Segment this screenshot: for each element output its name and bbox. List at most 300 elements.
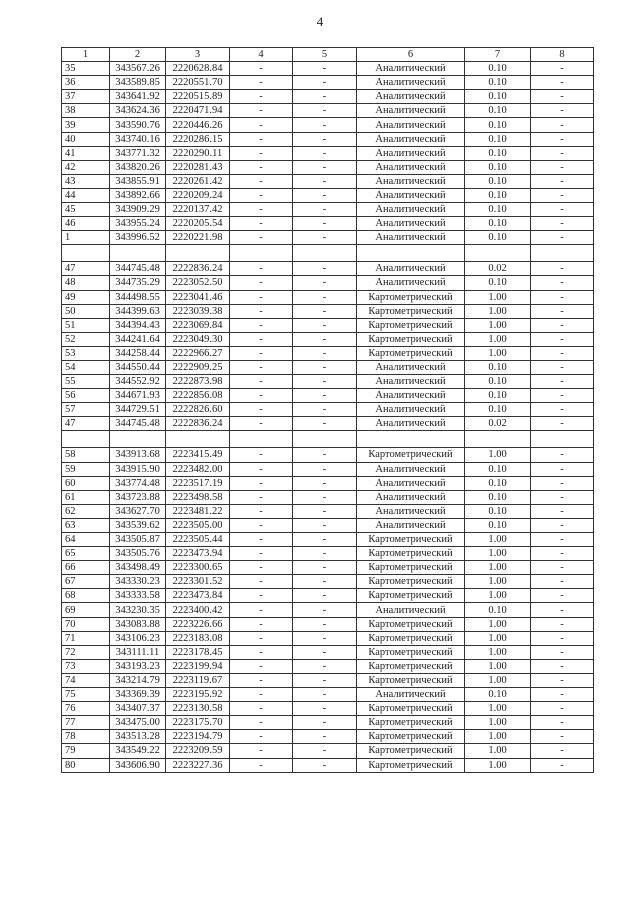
y-coordinate-cell: 2223505.44 [166,533,230,547]
method-cell: Аналитический [357,104,465,118]
column-5-cell: - [293,702,357,716]
x-coordinate-cell: 343475.00 [110,716,166,730]
table-row [62,174,594,188]
column-4-cell: - [230,160,293,174]
column-4-cell: - [230,504,293,518]
column-5-cell: - [293,561,357,575]
column-8-cell: - [531,702,594,716]
x-coordinate-cell: 343106.23 [110,631,166,645]
column-4-cell: - [230,290,293,304]
column-8-cell: - [531,462,594,476]
method-cell: Аналитический [357,276,465,290]
column-8-cell: - [531,688,594,702]
point-number-cell: 42 [62,160,110,174]
column-5-cell: - [293,90,357,104]
table-row [62,476,594,490]
column-8-cell: - [531,645,594,659]
method-cell: Аналитический [357,462,465,476]
column-5-cell: - [293,490,357,504]
column-4-cell: - [230,375,293,389]
x-coordinate-cell: 344735.29 [110,276,166,290]
column-5-cell: - [293,716,357,730]
method-cell: Аналитический [357,76,465,90]
y-coordinate-cell: 2223130.58 [166,702,230,716]
column-5-cell: - [293,673,357,687]
accuracy-cell: 1.00 [465,744,531,758]
method-cell: Аналитический [357,375,465,389]
table-row [62,603,594,617]
accuracy-cell: 0.10 [465,160,531,174]
point-number-cell [62,245,110,262]
column-5-cell: - [293,448,357,462]
y-coordinate-cell: 2223300.65 [166,561,230,575]
column-5-cell: - [293,518,357,532]
y-coordinate-cell: 2223069.84 [166,318,230,332]
column-4-cell: - [230,417,293,431]
x-coordinate-cell: 344258.44 [110,346,166,360]
column-8-cell: - [531,146,594,160]
y-coordinate-cell: 2220281.43 [166,160,230,174]
y-coordinate-cell: 2220290.11 [166,146,230,160]
point-number-cell: 70 [62,617,110,631]
point-number-cell: 47 [62,262,110,276]
table-row [62,375,594,389]
y-coordinate-cell: 2222836.24 [166,417,230,431]
y-coordinate-cell: 2223178.45 [166,645,230,659]
column-8-cell: - [531,389,594,403]
y-coordinate-cell [166,245,230,262]
method-cell: Аналитический [357,403,465,417]
column-5-cell: - [293,276,357,290]
table-row [62,290,594,304]
column-8-cell: - [531,518,594,532]
point-number-cell: 57 [62,403,110,417]
method-cell: Картометрический [357,589,465,603]
table-row [62,673,594,687]
table-row [62,518,594,532]
y-coordinate-cell: 2223052.50 [166,276,230,290]
column-5-cell: - [293,744,357,758]
header-cell-3: 3 [166,48,230,62]
column-5-cell: - [293,645,357,659]
column-5-cell: - [293,146,357,160]
x-coordinate-cell: 343996.52 [110,231,166,245]
point-number-cell: 39 [62,118,110,132]
column-5-cell [293,431,357,448]
table-row [62,332,594,346]
table-row [62,217,594,231]
point-number-cell: 61 [62,490,110,504]
table-row [62,62,594,76]
column-4-cell: - [230,318,293,332]
method-cell: Картометрический [357,617,465,631]
accuracy-cell: 1.00 [465,448,531,462]
column-5-cell: - [293,659,357,673]
point-number-cell: 80 [62,758,110,772]
column-5-cell: - [293,617,357,631]
y-coordinate-cell: 2223199.94 [166,659,230,673]
column-4-cell: - [230,304,293,318]
accuracy-cell: 0.10 [465,188,531,202]
accuracy-cell: 0.10 [465,146,531,160]
column-5-cell: - [293,332,357,346]
accuracy-cell: 0.02 [465,417,531,431]
x-coordinate-cell: 343606.90 [110,758,166,772]
point-number-cell: 55 [62,375,110,389]
table-row [62,346,594,360]
point-number-cell: 36 [62,76,110,90]
table-row [62,104,594,118]
point-number-cell: 66 [62,561,110,575]
table-row [62,231,594,245]
column-4-cell: - [230,631,293,645]
table-row [62,688,594,702]
x-coordinate-cell: 343498.49 [110,561,166,575]
y-coordinate-cell: 2220221.98 [166,231,230,245]
column-5-cell: - [293,417,357,431]
accuracy-cell: 1.00 [465,589,531,603]
table-row [62,575,594,589]
column-4-cell: - [230,645,293,659]
method-cell: Картометрический [357,304,465,318]
table-row [62,645,594,659]
point-number-cell: 59 [62,462,110,476]
table-row [62,490,594,504]
header-cell-5: 5 [293,48,357,62]
table-row [62,417,594,431]
point-number-cell: 67 [62,575,110,589]
accuracy-cell: 1.00 [465,561,531,575]
header-cell-2: 2 [110,48,166,62]
accuracy-cell: 1.00 [465,716,531,730]
x-coordinate-cell: 343083.88 [110,617,166,631]
column-4-cell: - [230,575,293,589]
y-coordinate-cell: 2222966.27 [166,346,230,360]
column-5-cell: - [293,132,357,146]
x-coordinate-cell: 343230.35 [110,603,166,617]
point-number-cell: 63 [62,518,110,532]
point-number-cell: 44 [62,188,110,202]
method-cell: Картометрический [357,702,465,716]
column-4-cell: - [230,730,293,744]
page-number: 4 [316,14,324,29]
method-cell: Картометрический [357,744,465,758]
column-4-cell: - [230,547,293,561]
y-coordinate-cell: 2222836.24 [166,262,230,276]
method-cell [357,245,465,262]
point-number-cell: 64 [62,533,110,547]
y-coordinate-cell: 2220471.94 [166,104,230,118]
column-5-cell: - [293,231,357,245]
column-4-cell: - [230,118,293,132]
method-cell: Аналитический [357,160,465,174]
x-coordinate-cell: 343193.23 [110,659,166,673]
method-cell: Аналитический [357,490,465,504]
table-row [62,744,594,758]
column-4-cell [230,431,293,448]
point-number-cell: 56 [62,389,110,403]
y-coordinate-cell: 2223505.00 [166,518,230,532]
x-coordinate-cell: 343505.87 [110,533,166,547]
point-number-cell: 48 [62,276,110,290]
column-4-cell: - [230,146,293,160]
column-4-cell: - [230,174,293,188]
method-cell: Аналитический [357,262,465,276]
column-4-cell: - [230,389,293,403]
method-cell: Аналитический [357,174,465,188]
point-number-cell: 54 [62,360,110,374]
y-coordinate-cell: 2223183.08 [166,631,230,645]
header-cell-7: 7 [465,48,531,62]
column-8-cell: - [531,62,594,76]
accuracy-cell: 0.10 [465,217,531,231]
column-8-cell: - [531,104,594,118]
column-4-cell: - [230,490,293,504]
column-8-cell: - [531,547,594,561]
column-8-cell: - [531,318,594,332]
column-8-cell: - [531,673,594,687]
x-coordinate-cell: 344241.64 [110,332,166,346]
point-number-cell: 72 [62,645,110,659]
x-coordinate-cell: 343567.26 [110,62,166,76]
x-coordinate-cell: 343641.92 [110,90,166,104]
y-coordinate-cell: 2223473.94 [166,547,230,561]
point-number-cell: 60 [62,476,110,490]
x-coordinate-cell: 343723.88 [110,490,166,504]
method-cell: Аналитический [357,231,465,245]
table-row [62,730,594,744]
column-5-cell: - [293,547,357,561]
x-coordinate-cell: 343955.24 [110,217,166,231]
column-4-cell: - [230,217,293,231]
column-8-cell: - [531,203,594,217]
column-4-cell: - [230,716,293,730]
table-row [62,589,594,603]
column-8-cell: - [531,561,594,575]
accuracy-cell: 0.10 [465,231,531,245]
column-5-cell: - [293,217,357,231]
x-coordinate-cell: 344399.63 [110,304,166,318]
method-cell: Картометрический [357,645,465,659]
column-5-cell: - [293,188,357,202]
accuracy-cell: 1.00 [465,533,531,547]
accuracy-cell: 0.10 [465,490,531,504]
column-5-cell: - [293,360,357,374]
table-row [62,617,594,631]
y-coordinate-cell: 2223482.00 [166,462,230,476]
x-coordinate-cell: 343771.32 [110,146,166,160]
y-coordinate-cell: 2223301.52 [166,575,230,589]
point-number-cell: 76 [62,702,110,716]
accuracy-cell: 0.10 [465,462,531,476]
method-cell: Аналитический [357,389,465,403]
x-coordinate-cell: 343892.66 [110,188,166,202]
point-number-cell: 68 [62,589,110,603]
method-cell: Картометрический [357,631,465,645]
column-8-cell: - [531,304,594,318]
column-8-cell: - [531,476,594,490]
accuracy-cell: 1.00 [465,575,531,589]
x-coordinate-cell: 343111.11 [110,645,166,659]
y-coordinate-cell: 2223517.19 [166,476,230,490]
table-row [62,758,594,772]
column-4-cell: - [230,346,293,360]
method-cell: Картометрический [357,332,465,346]
column-5-cell: - [293,589,357,603]
column-4-cell: - [230,758,293,772]
column-5-cell: - [293,462,357,476]
column-8-cell: - [531,360,594,374]
column-8-cell: - [531,533,594,547]
point-number-cell: 38 [62,104,110,118]
column-8-cell: - [531,160,594,174]
method-cell: Аналитический [357,417,465,431]
table-row [62,76,594,90]
x-coordinate-cell: 343774.48 [110,476,166,490]
y-coordinate-cell: 2220286.15 [166,132,230,146]
y-coordinate-cell: 2223400.42 [166,603,230,617]
y-coordinate-cell [166,431,230,448]
point-number-cell: 78 [62,730,110,744]
column-8-cell: - [531,132,594,146]
table-row [62,389,594,403]
column-4-cell: - [230,231,293,245]
table-row [62,203,594,217]
method-cell: Картометрический [357,561,465,575]
method-cell: Картометрический [357,448,465,462]
accuracy-cell: 0.10 [465,90,531,104]
table-row [62,702,594,716]
table-row [62,146,594,160]
column-5-cell: - [293,603,357,617]
accuracy-cell: 0.10 [465,403,531,417]
separator-row [62,245,594,262]
column-8-cell: - [531,617,594,631]
accuracy-cell: 0.10 [465,276,531,290]
point-number-cell: 37 [62,90,110,104]
column-4-cell: - [230,262,293,276]
column-5-cell: - [293,104,357,118]
column-8-cell [531,245,594,262]
column-4-cell: - [230,62,293,76]
accuracy-cell: 0.10 [465,104,531,118]
table-row [62,262,594,276]
column-8-cell: - [531,631,594,645]
column-8-cell: - [531,290,594,304]
table-row [62,360,594,374]
table-row [62,132,594,146]
point-number-cell: 1 [62,231,110,245]
column-4-cell: - [230,702,293,716]
table-row [62,462,594,476]
method-cell: Аналитический [357,146,465,160]
point-number-cell: 65 [62,547,110,561]
point-number-cell: 43 [62,174,110,188]
accuracy-cell [465,245,531,262]
point-number-cell: 52 [62,332,110,346]
column-8-cell: - [531,490,594,504]
x-coordinate-cell: 343820.26 [110,160,166,174]
column-5-cell: - [293,758,357,772]
column-4-cell: - [230,589,293,603]
point-number-cell: 47 [62,417,110,431]
y-coordinate-cell: 2223498.58 [166,490,230,504]
point-number-cell: 58 [62,448,110,462]
y-coordinate-cell: 2223039.38 [166,304,230,318]
column-4-cell: - [230,332,293,346]
table-row [62,504,594,518]
point-number-cell: 71 [62,631,110,645]
column-8-cell: - [531,332,594,346]
header-row [62,48,594,62]
column-8-cell: - [531,217,594,231]
column-5-cell: - [293,304,357,318]
accuracy-cell: 1.00 [465,659,531,673]
y-coordinate-cell: 2220205.54 [166,217,230,231]
column-5-cell: - [293,631,357,645]
method-cell: Аналитический [357,217,465,231]
y-coordinate-cell: 2223041.46 [166,290,230,304]
accuracy-cell: 0.10 [465,389,531,403]
column-8-cell: - [531,188,594,202]
table-row [62,561,594,575]
method-cell: Аналитический [357,504,465,518]
method-cell: Картометрический [357,659,465,673]
method-cell: Картометрический [357,318,465,332]
method-cell: Картометрический [357,533,465,547]
column-8-cell: - [531,603,594,617]
column-4-cell: - [230,188,293,202]
method-cell: Аналитический [357,118,465,132]
method-cell: Картометрический [357,575,465,589]
method-cell: Аналитический [357,132,465,146]
method-cell: Аналитический [357,476,465,490]
method-cell: Картометрический [357,290,465,304]
point-number-cell: 51 [62,318,110,332]
point-number-cell: 35 [62,62,110,76]
column-4-cell: - [230,561,293,575]
y-coordinate-cell: 2223415.49 [166,448,230,462]
column-8-cell: - [531,276,594,290]
column-4-cell: - [230,533,293,547]
accuracy-cell: 1.00 [465,346,531,360]
column-4-cell: - [230,603,293,617]
column-8-cell: - [531,730,594,744]
x-coordinate-cell: 344671.93 [110,389,166,403]
accuracy-cell: 1.00 [465,645,531,659]
header-cell-4: 4 [230,48,293,62]
x-coordinate-cell: 343333.58 [110,589,166,603]
column-5-cell: - [293,62,357,76]
column-4-cell: - [230,688,293,702]
x-coordinate-cell: 343740.16 [110,132,166,146]
point-number-cell: 74 [62,673,110,687]
accuracy-cell: 0.10 [465,603,531,617]
column-5-cell: - [293,203,357,217]
point-number-cell [62,431,110,448]
column-5-cell: - [293,504,357,518]
column-8-cell: - [531,575,594,589]
header-cell-8: 8 [531,48,594,62]
column-8-cell: - [531,262,594,276]
y-coordinate-cell: 2220137.42 [166,203,230,217]
column-8-cell: - [531,174,594,188]
accuracy-cell: 0.10 [465,476,531,490]
column-8-cell: - [531,346,594,360]
column-5-cell: - [293,575,357,589]
column-4-cell: - [230,462,293,476]
accuracy-cell: 1.00 [465,730,531,744]
